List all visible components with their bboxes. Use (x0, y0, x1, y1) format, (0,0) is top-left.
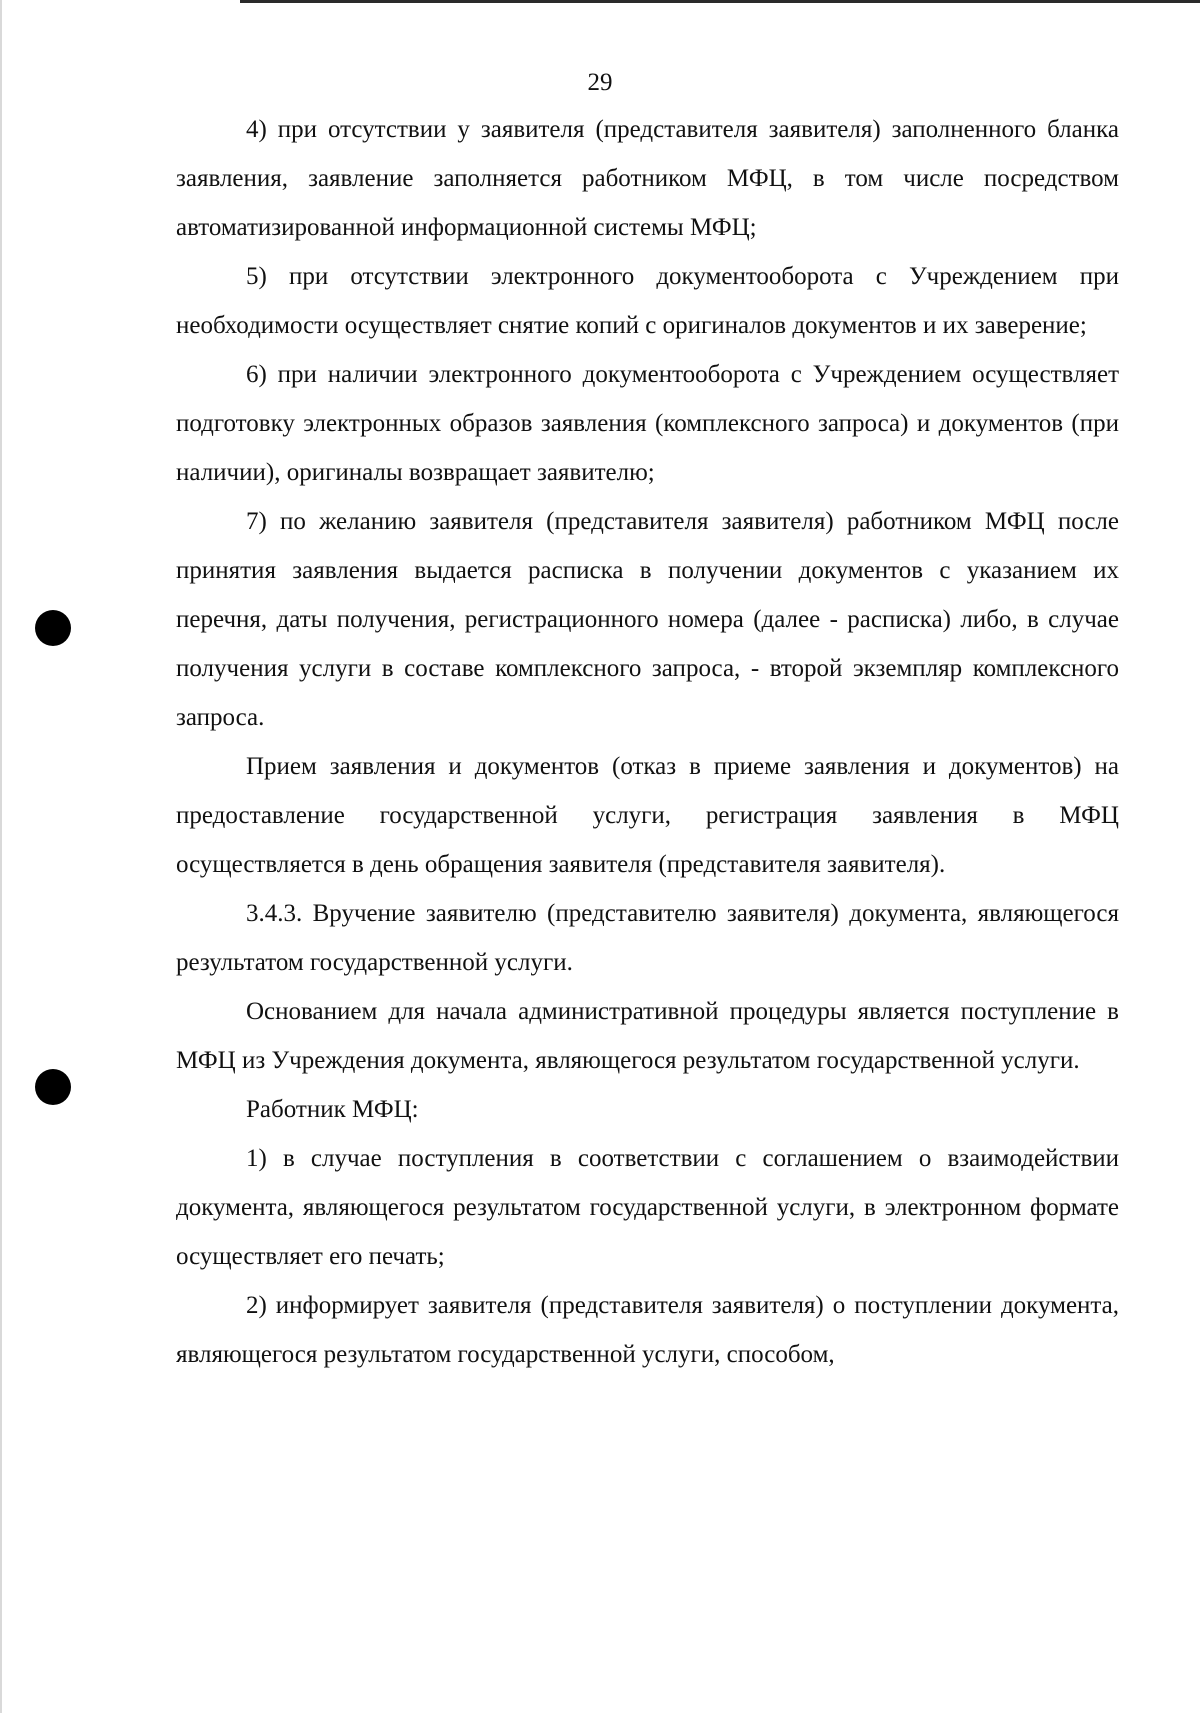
binder-hole-mark (35, 1069, 71, 1105)
page-number: 29 (587, 69, 613, 96)
document-body (176, 105, 1119, 1379)
binder-hole-mark (35, 610, 71, 646)
top-border-line (240, 0, 1200, 3)
paragraph-item-5: 5) при отсутствии электронного документооборота с Учреждением при необходимости осуществляет снятие копий с оригиналов документов и их заверение; (176, 263, 1119, 339)
paragraph-item-6: 6) при наличии электронного документооборота с Учреждением осуществляет подготовку электронных образов заявления (комплексного запроса) и документов (при наличии), оригиналы возвращает заявителю; (176, 361, 1119, 486)
paragraph-item-4: 4) при отсутствии у заявителя (представителя заявителя) заполненного бланка заявления, заявление заполняется работником МФЦ, в том числе посредством автоматизированной информационной системы МФЦ; (176, 116, 1119, 241)
paragraph-item-2: 2) информирует заявителя (представителя заявителя) о поступлении документа, являющегося результатом государственной услуги, способом, (176, 1292, 1119, 1368)
paragraph-mfc-worker: Работник МФЦ: (246, 1096, 419, 1123)
paragraph-basis: Основанием для начала административной процедуры является поступление в МФЦ из Учреждения документа, являющегося результатом государственной услуги. (176, 998, 1119, 1074)
paragraph-item-7: 7) по желанию заявителя (представителя заявителя) работником МФЦ после принятия заявления выдается расписка в получении документов с указанием их перечня, даты получения, регистрационного номера (далее - расписка) либо, в случае получения услуги в составе комплексного запроса, - второй экземпляр комплексного запроса. (176, 508, 1119, 731)
paragraph-item-1: 1) в случае поступления в соответствии с соглашением о взаимодействии документа, являющегося результатом государственной услуги, в электронном формате осуществляет его печать; (176, 1145, 1119, 1270)
section-heading-3-4-3: 3.4.3. Вручение заявителю (представителю заявителя) документа, являющегося результатом государственной услуги. (176, 900, 1119, 976)
paragraph-reception: Прием заявления и документов (отказ в приеме заявления и документов) на предоставление государственной услуги, регистрация заявления в МФЦ осуществляется в день обращения заявителя (представителя заявителя). (176, 753, 1119, 878)
left-page-edge (0, 0, 2, 1713)
